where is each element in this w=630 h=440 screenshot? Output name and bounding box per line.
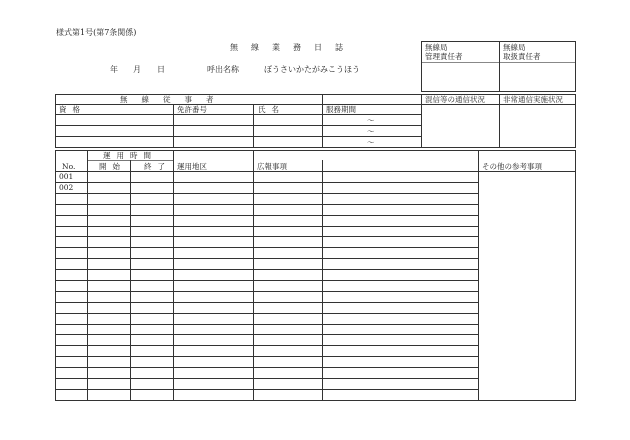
col-name: 氏名 [258, 105, 285, 114]
table-row [55, 367, 478, 368]
table-row [55, 291, 478, 292]
interference-status-label: 混信等の通信状況 [425, 95, 485, 104]
table-bottom-border [55, 400, 576, 401]
handling-manager-label-1: 無線局 [503, 43, 526, 52]
table-row [55, 182, 478, 183]
date-year-label: 年 [110, 65, 118, 74]
table-row [55, 247, 478, 248]
table-row [55, 378, 478, 379]
date-month-label: 月 [133, 65, 141, 74]
table-row [55, 226, 478, 227]
handling-manager-label-2: 取扱責任者 [503, 52, 541, 61]
table-row [55, 389, 478, 390]
page-title: 無線業務日誌 [230, 43, 356, 52]
row-number-002: 002 [59, 183, 74, 192]
table-row [55, 269, 478, 270]
col-qualification: 資格 [59, 105, 86, 114]
table-row [55, 258, 478, 259]
table-row [55, 302, 478, 303]
table-row [55, 280, 478, 281]
form-number: 様式第1号(第7条関係) [56, 28, 137, 37]
operators-section-title: 無線従事者 [120, 95, 228, 104]
station-manager-label-2: 管理責任者 [425, 52, 463, 61]
row-number-001: 001 [59, 172, 74, 181]
period-mark: ～ [367, 127, 375, 136]
period-mark: ～ [367, 116, 375, 125]
table-row [55, 313, 478, 314]
table-row [55, 215, 478, 216]
col-broadcast-items: 広報事項 [257, 162, 287, 171]
operation-time-label: 運用時間 [103, 151, 157, 160]
emergency-status-label: 非常通信実施状況 [503, 95, 563, 104]
table-row [55, 334, 478, 335]
period-mark: ～ [367, 138, 375, 147]
col-no: No. [62, 162, 76, 171]
table-row [55, 324, 478, 325]
table-row [55, 345, 478, 346]
table-row [55, 236, 478, 237]
col-start: 開始 [99, 162, 126, 171]
callsign-value: ぼうさいかたがみこうほう [264, 65, 360, 74]
table-row [55, 193, 478, 194]
col-license-number: 免許番号 [177, 105, 207, 114]
table-row [55, 204, 478, 205]
table-row [55, 356, 478, 357]
date-day-label: 日 [157, 65, 165, 74]
col-operation-area: 運用地区 [177, 162, 207, 171]
col-service-period: 服務期間 [326, 105, 356, 114]
callsign-label: 呼出名称 [207, 65, 239, 74]
station-manager-label-1: 無線局 [425, 43, 448, 52]
col-end: 終了 [144, 162, 171, 171]
col-other-notes: その他の参考事項 [482, 162, 542, 171]
